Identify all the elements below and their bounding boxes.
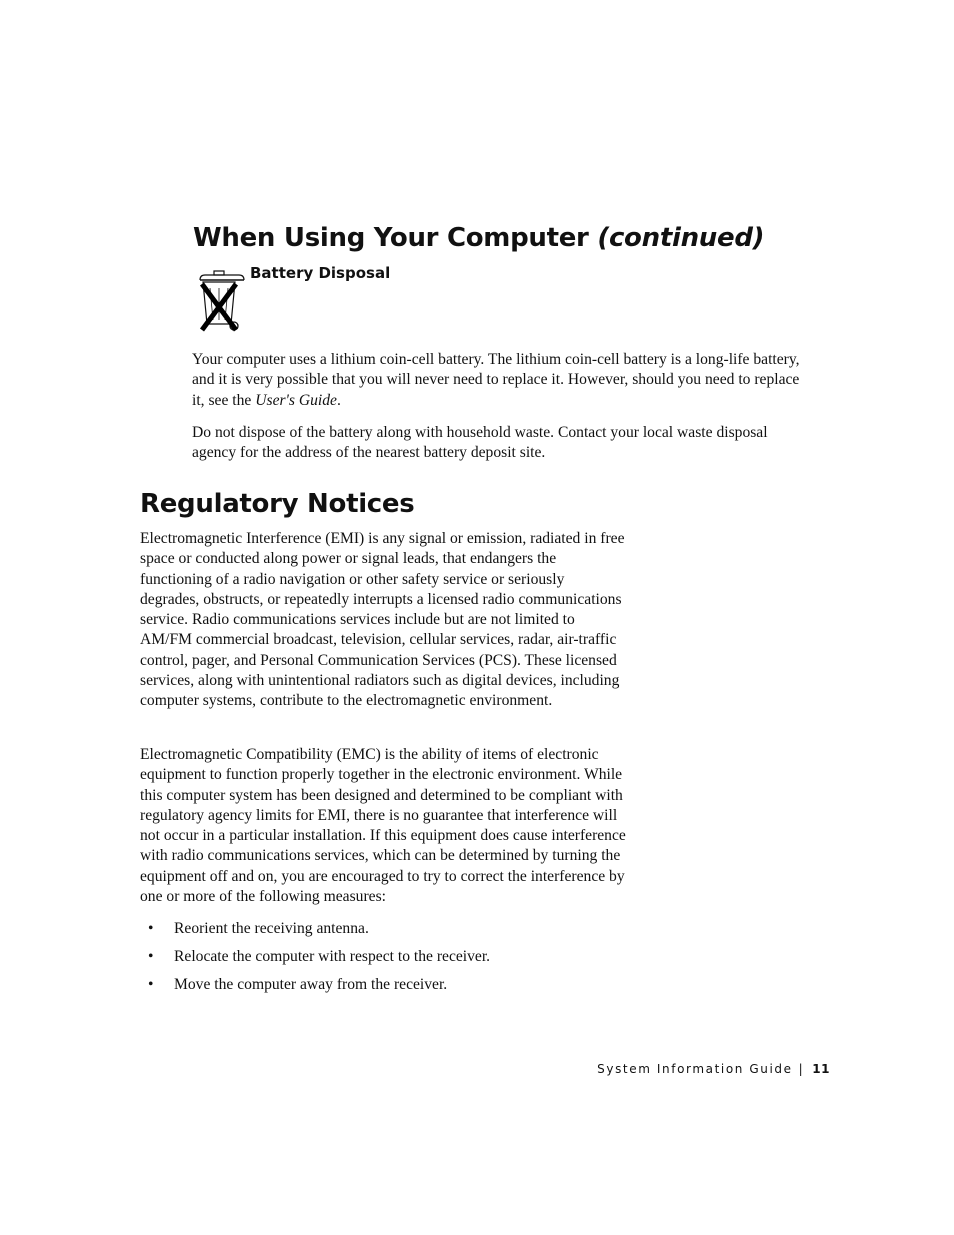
footer-separator: | bbox=[798, 1062, 805, 1076]
page-title bbox=[193, 223, 764, 253]
list-item bbox=[140, 919, 620, 939]
list-item bbox=[140, 947, 620, 967]
page-title-continued: (continued) bbox=[597, 223, 765, 253]
list-item-text: Relocate the computer with respect to the receiver. bbox=[174, 948, 491, 965]
list-item bbox=[140, 975, 620, 995]
measures-list bbox=[140, 919, 620, 1003]
battery-paragraph-1-end: . bbox=[336, 391, 341, 409]
page-number: 11 bbox=[812, 1062, 830, 1076]
users-guide-reference: User's Guide bbox=[255, 391, 337, 409]
list-item-text: Move the computer away from the receiver. bbox=[174, 976, 448, 993]
battery-paragraph-1-text: Your computer uses a lithium coin-cell battery. The lithium coin-cell battery is a long-life battery, and it is very possible that you will never need to replace it. However, should you need to replace it, see the bbox=[192, 351, 800, 409]
emi-paragraph: Electromagnetic Interference (EMI) is any signal or emission, radiated in free space or conducted along power or signal leads, that endangers the functioning of a radio navigation or other safety service or seriously degrades, obstructs, or repeatedly interrupts a licensed radio communications service. Radio communications services include but are not limited to AM/FM commercial broadcast, television, cellular services, radar, air-traffic control, pager, and Personal Communication Services (PCS). These licensed services, along with unintentional radiators such as digital devices, including computer systems, contribute to the electromagnetic environment. bbox=[140, 530, 625, 710]
bullet-icon: • bbox=[148, 920, 154, 937]
battery-paragraph-1 bbox=[192, 350, 804, 411]
emc-paragraph: Electromagnetic Compatibility (EMC) is the ability of items of electronic equipment to function properly together in the electronic environment. While this computer system has been designed and determined to be compliant with regulatory agency limits for EMI, there is no guarantee that interference will not occur in a particular installation. If this equipment does cause interference with radio communications services, which can be determined by turning the equipment off and on, you are encouraged to try to correct the interference by one or more of the following measures: bbox=[140, 746, 626, 906]
battery-paragraph-2: Do not dispose of the battery along with household waste. Contact your local waste disposal agency for the address of the nearest battery deposit site. bbox=[192, 424, 768, 462]
page-footer bbox=[597, 1062, 830, 1076]
crossed-out-wheeled-bin-icon bbox=[196, 268, 248, 334]
bullet-icon: • bbox=[148, 948, 154, 965]
footer-guide-title: System Information Guide bbox=[597, 1062, 793, 1076]
list-item-text: Reorient the receiving antenna. bbox=[174, 920, 369, 937]
page-title-main: When Using Your Computer bbox=[193, 223, 589, 253]
battery-disposal-heading: Battery Disposal bbox=[250, 264, 391, 282]
bullet-icon: • bbox=[148, 976, 154, 993]
regulatory-notices-heading: Regulatory Notices bbox=[140, 489, 415, 519]
